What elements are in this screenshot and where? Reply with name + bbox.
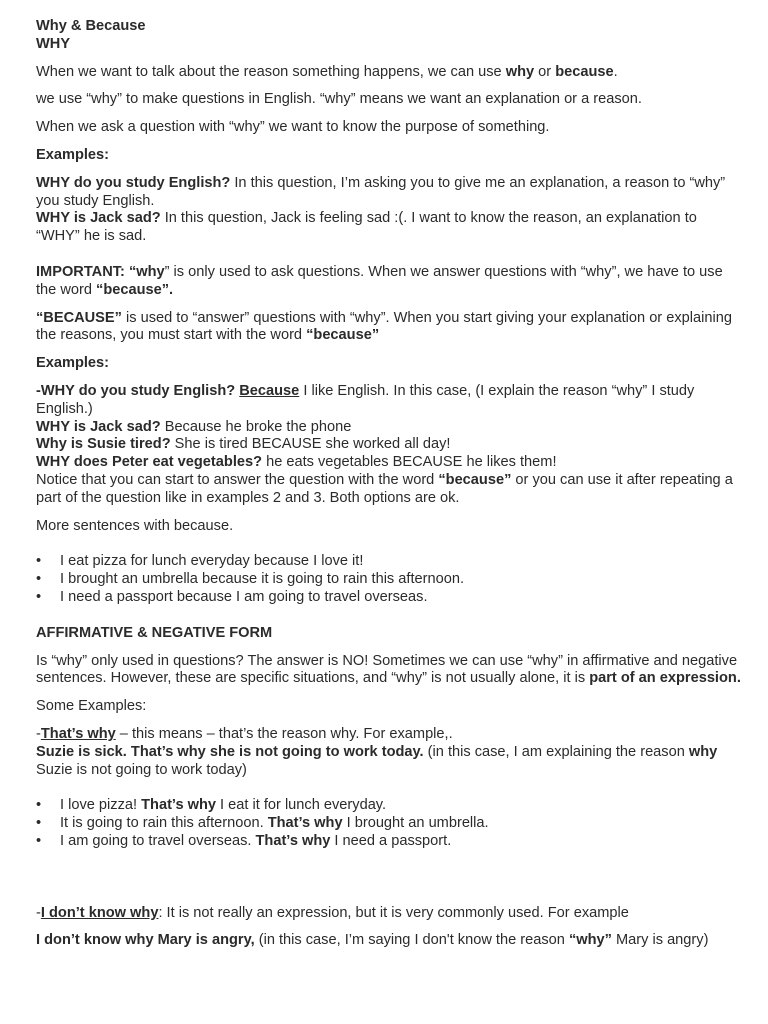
thats-why-expression: -That’s why – this means – that’s the reason why. For example,. bbox=[36, 725, 453, 742]
notice-paragraph: Notice that you can start to answer the question with the word “because” or you can use it after repeating a part of the question like in examples 2 and 3. Both options are ok. bbox=[36, 471, 733, 506]
example-why-study: WHY do you study English? In this question, I’m asking you to give me an explanation, a reason to “why” you study English. bbox=[36, 174, 726, 209]
intro-paragraph-1: When we want to talk about the reason something happens, we can use why or because. bbox=[36, 63, 618, 80]
document-page bbox=[36, 18, 742, 950]
dont-know-why-expression: -I don’t know why: It is not really an expression, but it is very commonly used. For example bbox=[36, 904, 629, 921]
example-why-jack: WHY is Jack sad? In this question, Jack is feeling sad :(. I want to know the reason, an explanation to “WHY” he is sad. bbox=[36, 210, 697, 245]
because-list bbox=[36, 553, 742, 606]
answer-example-1: -WHY do you study English? Because I like English. In this case, (I explain the reason “why” I study English.) bbox=[36, 382, 695, 417]
list-item: • I love pizza! That’s why I eat it for lunch everyday. bbox=[36, 797, 742, 815]
important-note: IMPORTANT: “why” is only used to ask questions. When we answer questions with “why”, we have to use the word “because”. bbox=[36, 263, 723, 298]
answer-example-2: WHY is Jack sad? Because he broke the phone bbox=[36, 418, 352, 435]
thats-why-example: Suzie is sick. That’s why she is not going to work today. (in this case, I am explaining the reason why Suzie is not going to work today) bbox=[36, 743, 718, 778]
examples-heading-2: Examples: bbox=[36, 355, 110, 372]
section-heading-affirmative: AFFIRMATIVE & NEGATIVE FORM bbox=[36, 624, 273, 641]
affirmative-paragraph: Is “why” only used in questions? The answer is NO! Sometimes we can use “why” in affirmative and negative sentences. However, these are specific situations, and “why” is not usually alone, it is part of an expression. bbox=[36, 652, 741, 687]
list-item: • I need a passport because I am going to travel overseas. bbox=[36, 589, 742, 607]
intro-paragraph-3: When we ask a question with “why” we want to know the purpose of something. bbox=[36, 119, 550, 136]
answer-example-4: WHY does Peter eat vegetables? he eats vegetables BECAUSE he likes them! bbox=[36, 454, 557, 471]
list-item: • I am going to travel overseas. That’s why I need a passport. bbox=[36, 833, 742, 851]
some-examples-label: Some Examples: bbox=[36, 698, 147, 715]
because-definition: “BECAUSE” is used to “answer” questions with “why”. When you start giving your explanation or explaining the reasons, you must start with the word “because” bbox=[36, 309, 732, 344]
doc-title: Why & Because bbox=[36, 18, 146, 34]
list-item: • It is going to rain this afternoon. That’s why I brought an umbrella. bbox=[36, 815, 742, 833]
answer-example-3: Why is Susie tired? She is tired BECAUSE she worked all day! bbox=[36, 436, 451, 453]
examples-heading-1: Examples: bbox=[36, 146, 110, 163]
list-item: • I eat pizza for lunch everyday because I love it! bbox=[36, 553, 742, 571]
intro-paragraph-2: we use “why” to make questions in English. “why” means we want an explanation or a reason. bbox=[36, 91, 642, 108]
section-heading-why: WHY bbox=[36, 35, 71, 52]
list-item: • I brought an umbrella because it is going to rain this afternoon. bbox=[36, 571, 742, 589]
more-sentences-heading: More sentences with because. bbox=[36, 517, 234, 534]
thats-why-list bbox=[36, 797, 742, 850]
dont-know-why-example: I don’t know why Mary is angry, (in this case, I’m saying I don't know the reason “why” Mary is angry) bbox=[36, 932, 709, 949]
